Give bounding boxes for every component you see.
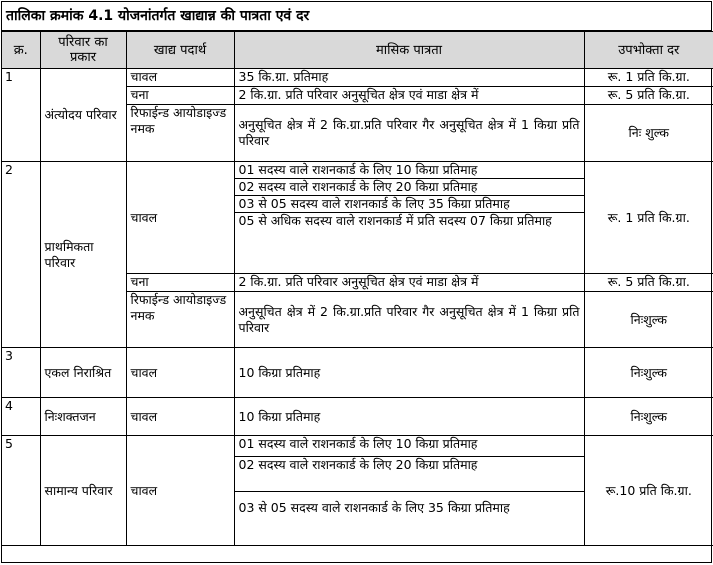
entitlement-cell: 2 कि.ग्रा. प्रति परिवार अनुसूचित क्षेत्र एवं माडा क्षेत्र में bbox=[234, 274, 584, 292]
family-type-cell: प्राथमिकता परिवार bbox=[40, 162, 126, 348]
entitlement-line: 02 सदस्य वाले राशनकार्ड के लिए 20 किग्रा प्रतिमाह bbox=[235, 179, 584, 196]
food-item-cell: चावल bbox=[126, 348, 234, 398]
entitlement-cell: 35 कि.ग्रा. प्रतिमाह bbox=[234, 69, 584, 87]
serial-cell: 3 bbox=[2, 348, 40, 398]
table-row bbox=[2, 398, 713, 436]
rate-cell: रू. 5 प्रति कि.ग्रा. bbox=[584, 87, 713, 105]
rate-cell: रू. 1 प्रति कि.ग्रा. bbox=[584, 69, 713, 87]
entitlement-cell: 10 किग्रा प्रतिमाह bbox=[234, 348, 584, 398]
entitlement-line: 03 से 05 सदस्य वाले राशनकार्ड के लिए 35 किग्रा प्रतिमाह bbox=[238, 500, 510, 515]
header-consumer-rate: उपभोक्ता दर bbox=[584, 32, 713, 69]
family-type-cell: सामान्य परिवार bbox=[40, 436, 126, 546]
food-item-cell: चावल bbox=[126, 436, 234, 546]
rate-cell: निःशुल्क bbox=[584, 348, 713, 398]
family-type-cell: अंत्योदय परिवार bbox=[40, 69, 126, 162]
header-serial: क्र. bbox=[2, 32, 40, 69]
entitlement-cell: 10 किग्रा प्रतिमाह bbox=[234, 398, 584, 436]
entitlement-line: 01 सदस्य वाले राशनकार्ड के लिए 10 किग्रा प्रतिमाह bbox=[235, 436, 584, 457]
table-row bbox=[2, 162, 713, 274]
rate-cell: निः शुल्क bbox=[584, 105, 713, 162]
rate-cell: रू. 1 प्रति कि.ग्रा. bbox=[584, 162, 713, 274]
food-item-cell: रिफाईन्ड आयोडाइज्ड नमक bbox=[126, 292, 234, 348]
entitlement-cell bbox=[234, 436, 584, 546]
document-page bbox=[1, 1, 712, 563]
table-row bbox=[2, 348, 713, 398]
table-row bbox=[2, 436, 713, 546]
header-food-item: खाद्य पदार्थ bbox=[126, 32, 234, 69]
table-caption: तालिका क्रमांक 4.1 योजनांतर्गत खाद्यान्न की पात्रता एवं दर bbox=[2, 2, 711, 31]
entitlement-cell bbox=[234, 162, 584, 274]
food-item-cell: चावल bbox=[126, 69, 234, 87]
entitlement-line: 03 से 05 सदस्य वाले राशनकार्ड के लिए 35 किग्रा प्रतिमाह bbox=[235, 196, 584, 213]
entitlement-cell: अनुसूचित क्षेत्र में 2 कि.ग्रा.प्रति परिवार गैर अनुसूचित क्षेत्र में 1 किग्रा प्रति परिवार bbox=[234, 292, 584, 348]
food-item-cell: चना bbox=[126, 87, 234, 105]
entitlement-line: 01 सदस्य वाले राशनकार्ड के लिए 10 किग्रा प्रतिमाह bbox=[235, 162, 584, 179]
table-row bbox=[2, 69, 713, 87]
food-item-cell: रिफाईन्ड आयोडाइज्ड नमक bbox=[126, 105, 234, 162]
entitlement-line: 05 से अधिक सदस्य वाले राशनकार्ड में प्रति सदस्य 07 किग्रा प्रतिमाह bbox=[238, 213, 552, 228]
serial-cell: 2 bbox=[2, 162, 40, 348]
header-monthly-entitlement: मासिक पात्रता bbox=[234, 32, 584, 69]
rate-cell: रू. 5 प्रति कि.ग्रा. bbox=[584, 274, 713, 292]
rate-cell: निःशुल्क bbox=[584, 398, 713, 436]
food-item-cell: चावल bbox=[126, 398, 234, 436]
family-type-cell: निःशक्तजन bbox=[40, 398, 126, 436]
entitlement-table bbox=[2, 31, 713, 546]
entitlement-cell: अनुसूचित क्षेत्र में 2 कि.ग्रा.प्रति परिवार गैर अनुसूचित क्षेत्र में 1 किग्रा प्रति परिवार bbox=[234, 105, 584, 162]
serial-cell: 5 bbox=[2, 436, 40, 546]
serial-cell: 4 bbox=[2, 398, 40, 436]
food-item-cell: चना bbox=[126, 274, 234, 292]
serial-cell: 1 bbox=[2, 69, 40, 162]
family-type-cell: एकल निराश्रित bbox=[40, 348, 126, 398]
header-family-type: परिवार का प्रकार bbox=[40, 32, 126, 69]
rate-cell: निःशुल्क bbox=[584, 292, 713, 348]
food-item-cell: चावल bbox=[126, 162, 234, 274]
entitlement-cell: 2 कि.ग्रा. प्रति परिवार अनुसूचित क्षेत्र एवं माडा क्षेत्र में bbox=[234, 87, 584, 105]
entitlement-line: 02 सदस्य वाले राशनकार्ड के लिए 20 किग्रा प्रतिमाह bbox=[235, 457, 584, 492]
rate-cell: रू.10 प्रति कि.ग्रा. bbox=[584, 436, 713, 546]
